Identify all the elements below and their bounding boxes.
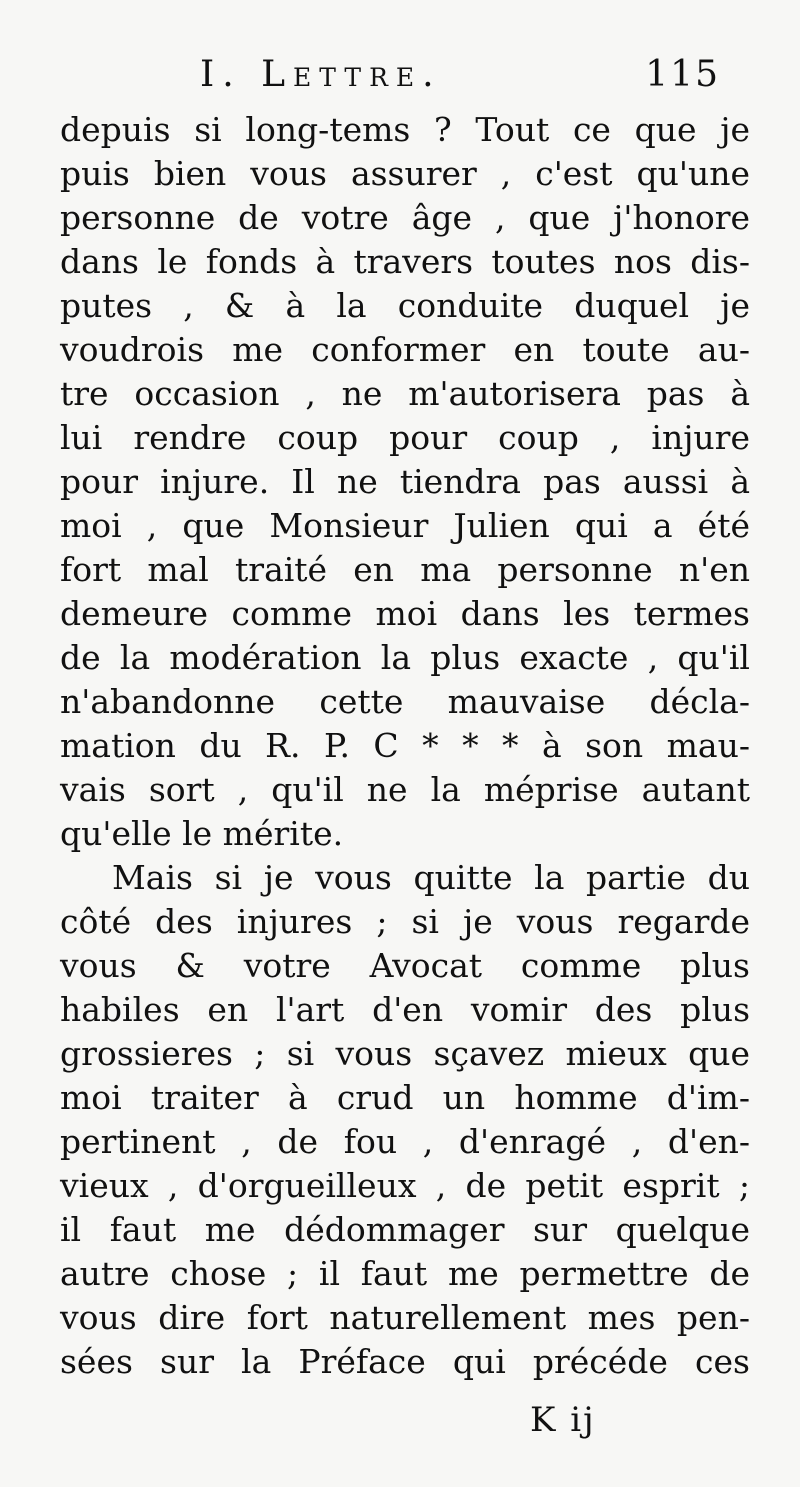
text-line: tre occasion , ne m'autorisera pas à <box>60 374 750 413</box>
paragraph-end-line: qu'elle le mérite. <box>60 814 344 853</box>
text-body <box>60 108 750 1384</box>
text-line: vous & votre Avocat comme plus <box>60 946 750 985</box>
text-line: vous dire fort naturellement mes pen- <box>60 1298 750 1337</box>
text-line: voudrois me conformer en toute au- <box>60 330 750 369</box>
page-number: 115 <box>645 54 720 95</box>
text-line: demeure comme moi dans les termes <box>60 594 750 633</box>
text-line: dans le fonds à travers toutes nos dis- <box>60 242 750 281</box>
text-line: grossieres ; si vous sçavez mieux que <box>60 1034 750 1073</box>
running-head <box>200 50 720 100</box>
text-line: côté des injures ; si je vous regarde <box>60 902 750 941</box>
text-line: lui rendre coup pour coup , injure <box>60 418 750 457</box>
text-line: mation du R. P. C * * * à son mau- <box>60 726 750 765</box>
text-line: personne de votre âge , que j'honore <box>60 198 750 237</box>
text-line: autre chose ; il faut me permettre de <box>60 1254 750 1293</box>
text-line: moi , que Monsieur Julien qui a été <box>60 506 750 545</box>
text-line: de la modération la plus exacte , qu'il <box>60 638 750 677</box>
text-line: pour injure. Il ne tiendra pas aussi à <box>60 462 750 501</box>
text-line: vieux , d'orgueilleux , de petit esprit ; <box>60 1166 750 1205</box>
text-line: vais sort , qu'il ne la méprise autant <box>60 770 750 809</box>
text-line: habiles en l'art d'en vomir des plus <box>60 990 750 1029</box>
text-line: sées sur la Préface qui précéde ces <box>60 1342 750 1381</box>
text-line: fort mal traité en ma personne n'en <box>60 550 750 589</box>
text-line: il faut me dédommager sur quelque <box>60 1210 750 1249</box>
text-line: depuis si long-tems ? Tout ce que je <box>60 110 750 149</box>
running-head-title: I. Lettre. <box>200 54 442 95</box>
text-line: moi traiter à crud un homme d'im- <box>60 1078 750 1117</box>
text-line: pertinent , de fou , d'enragé , d'en- <box>60 1122 750 1161</box>
signature-mark: K ij <box>530 1400 596 1440</box>
paragraph-start-line: Mais si je vous quitte la partie du <box>112 858 750 897</box>
text-line: n'abandonne cette mauvaise décla- <box>60 682 750 721</box>
text-line: puis bien vous assurer , c'est qu'une <box>60 154 750 193</box>
text-line: putes , & à la conduite duquel je <box>60 286 750 325</box>
